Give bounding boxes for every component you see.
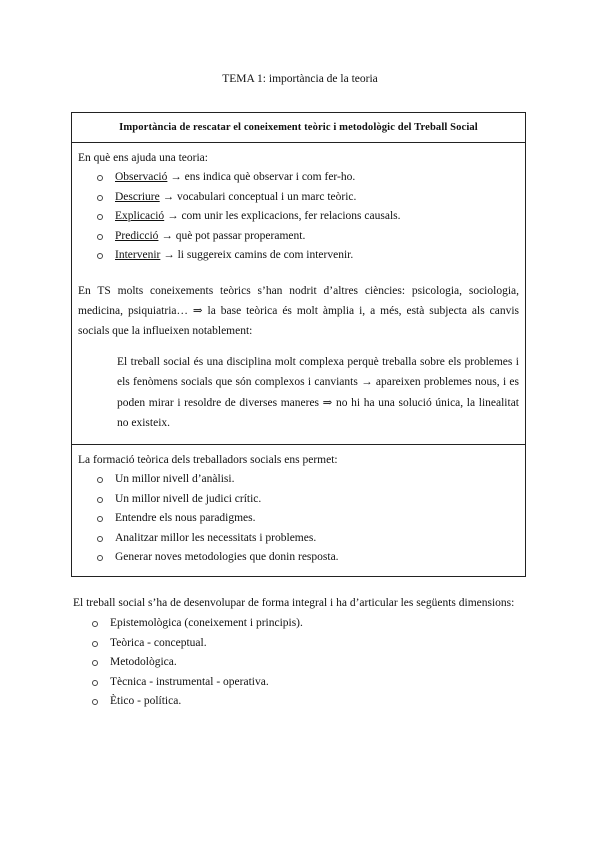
list-item — [95, 246, 519, 266]
list-item: Generar noves metodologies que donin resposta. — [95, 548, 519, 568]
list-item: Un millor nivell d’anàlisi. — [95, 470, 519, 490]
term-description: → com unir les explicacions, fer relacions causals. — [164, 210, 401, 222]
term: Intervenir — [115, 249, 161, 261]
term-description: → li suggereix camins de com intervenir. — [160, 249, 354, 261]
page-title: TEMA 1: importància de la teoria — [222, 73, 378, 85]
indented-quote: El treball social és una disciplina molt complexa perquè treballa sobre els problemes i els fenòmens socials que són complexos i canviants → apareixen problemes nous, i es poden mirar i resoldre de diverses maneres ⇒ no hi ha una solució única, la linealitat no existeix. — [117, 355, 519, 429]
term-description: → ens indica què observar i com fer-ho. — [167, 171, 356, 183]
list-item — [95, 188, 519, 208]
term-description: → què pot passar properament. — [158, 229, 306, 242]
section2-intro: La formació teòrica dels treballadors socials ens permet: — [78, 454, 338, 466]
term: Descriure — [115, 190, 160, 203]
theory-help-list — [78, 168, 519, 266]
list-item: Metodològica. — [90, 653, 526, 673]
list-item — [95, 207, 519, 227]
section1-intro: En què ens ajuda una teoria: — [78, 152, 208, 164]
dimensions-list — [73, 614, 526, 712]
dimensions-paragraph: El treball social s’ha de desenvolupar de forma integral i ha d’articular les següents dimensions: — [73, 597, 515, 609]
term: Predicció — [115, 229, 159, 242]
list-item: Teòrica - conceptual. — [90, 634, 526, 654]
list-item — [95, 227, 519, 247]
training-section — [72, 445, 525, 568]
term-description: → vocabulari conceptual i un marc teòric. — [159, 190, 357, 203]
training-list — [78, 470, 519, 568]
list-item: Ètico - política. — [90, 692, 526, 712]
box-header: Importància de rescatar el coneixement teòric i metodològic del Treball Social — [72, 113, 525, 143]
theory-help-section — [72, 143, 525, 445]
list-item: Entendre els nous paradigmes. — [95, 509, 519, 529]
term: Observació — [115, 171, 168, 183]
list-item: Tècnica - instrumental - operativa. — [90, 673, 526, 693]
dimensions-section — [73, 593, 526, 712]
list-item: Un millor nivell de judici crític. — [95, 490, 519, 510]
list-item: Epistemològica (coneixement i principis). — [90, 614, 526, 634]
list-item — [95, 168, 519, 188]
list-item: Analitzar millor les necessitats i problemes. — [95, 529, 519, 549]
ts-paragraph: En TS molts coneixements teòrics s’han nodrit d’altres ciències: psicologia, sociologia, medicina, psiquiatria… ⇒ la base teòrica és molt àmplia i, a més, està subjecta als canvis socials que la influeixen notablement: — [78, 284, 519, 337]
term: Explicació — [115, 210, 165, 222]
content-box — [71, 112, 526, 577]
